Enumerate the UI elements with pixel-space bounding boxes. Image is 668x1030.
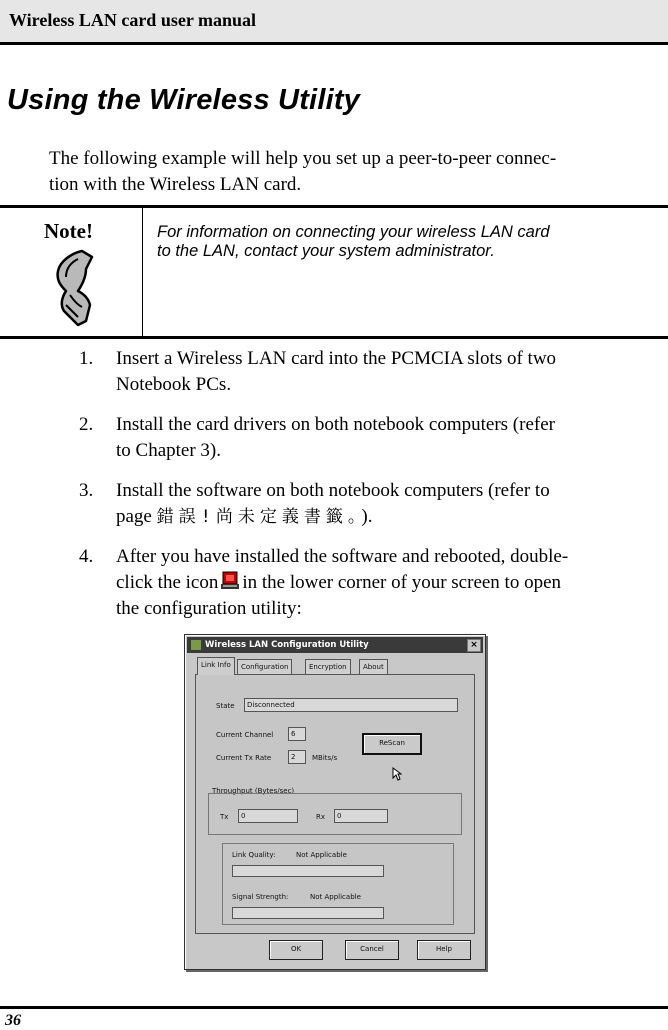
step-text-fragment: click the icon: [116, 572, 219, 593]
dialog-title-bar: [187, 637, 483, 653]
rate-unit: MBits/s: [312, 754, 338, 762]
step-line: Insert a Wireless LAN card into the PCMCIA slots of two: [116, 348, 557, 369]
close-icon: ×: [467, 639, 481, 652]
reference-close: ).: [361, 506, 373, 527]
step-line: After you have installed the software and rebooted, double-: [116, 546, 569, 567]
step-line: Install the card drivers on both notebook computers (refer: [116, 414, 555, 435]
step-line: to Chapter 3).: [116, 440, 222, 461]
step-line: the configuration utility:: [116, 598, 302, 619]
step-number: 2.: [79, 414, 94, 435]
mouse-cursor-icon: [392, 767, 402, 781]
footer-rule: [0, 1006, 668, 1009]
note-line: to the LAN, contact your system administrator.: [157, 242, 495, 260]
note-divider: [142, 208, 143, 336]
link-quality-label: Link Quality:: [232, 851, 276, 859]
manual-title: Wireless LAN card user manual: [9, 10, 257, 30]
tab-configuration: Configuration: [237, 659, 292, 674]
step-number: 1.: [79, 348, 94, 369]
link-info-panel: [195, 674, 475, 934]
tx-label: Tx: [220, 813, 229, 821]
tx-field: 0: [238, 809, 298, 823]
intro-paragraph: [49, 146, 664, 198]
note-label: Note!: [44, 219, 93, 243]
page-word: page: [116, 506, 152, 527]
channel-label: Current Channel: [216, 731, 274, 739]
configuration-utility-screenshot: [184, 634, 486, 970]
step-line: Notebook PCs.: [116, 374, 232, 395]
intro-line: The following example will help you set up a peer-to-peer connec-: [49, 148, 557, 169]
channel-field: 6: [288, 727, 306, 741]
signal-strength-value: Not Applicable: [310, 893, 361, 901]
page-header: [0, 0, 668, 45]
step-line: [116, 504, 664, 530]
cancel-button: Cancel: [345, 940, 399, 960]
step-text-fragment: in the lower corner of your screen to open: [242, 572, 562, 593]
ok-button: OK: [269, 940, 323, 960]
help-button: Help: [417, 940, 471, 960]
step-line: Install the software on both notebook computers (refer to: [116, 480, 550, 501]
rx-field: 0: [334, 809, 388, 823]
state-label: State: [216, 702, 235, 710]
rate-field: 2: [288, 750, 306, 764]
tab-link-info: Link Info: [197, 657, 235, 675]
wireless-tray-icon: [221, 571, 239, 591]
link-quality-bar: [232, 865, 384, 877]
dialog-title: Wireless LAN Configuration Utility: [205, 640, 369, 650]
note-top-rule: [0, 205, 668, 208]
link-quality-value: Not Applicable: [296, 851, 347, 859]
step-line: [116, 570, 664, 596]
pointing-hand-icon: [52, 247, 96, 327]
step-number: 3.: [79, 480, 94, 501]
page-number: 36: [5, 1012, 21, 1029]
rescan-button: ReScan: [362, 733, 422, 755]
rx-label: Rx: [316, 813, 326, 821]
signal-strength-bar: [232, 907, 384, 919]
step-number: 4.: [79, 546, 94, 567]
section-title: Using the Wireless Utility: [7, 84, 361, 116]
broken-reference: 錯誤!尚未定義書籤。: [156, 507, 362, 527]
intro-line: tion with the Wireless LAN card.: [49, 174, 302, 195]
signal-strength-label: Signal Strength:: [232, 893, 289, 901]
note-line: For information on connecting your wireless LAN card: [157, 223, 550, 241]
tab-about: About: [359, 659, 388, 674]
throughput-label: Throughput (Bytes/sec): [212, 787, 295, 795]
app-icon: [191, 640, 201, 650]
rate-label: Current Tx Rate: [216, 754, 272, 762]
note-text: [157, 223, 662, 261]
tab-encryption: Encryption: [305, 659, 351, 674]
state-field: Disconnected: [244, 698, 458, 712]
note-bottom-rule: [0, 336, 668, 339]
